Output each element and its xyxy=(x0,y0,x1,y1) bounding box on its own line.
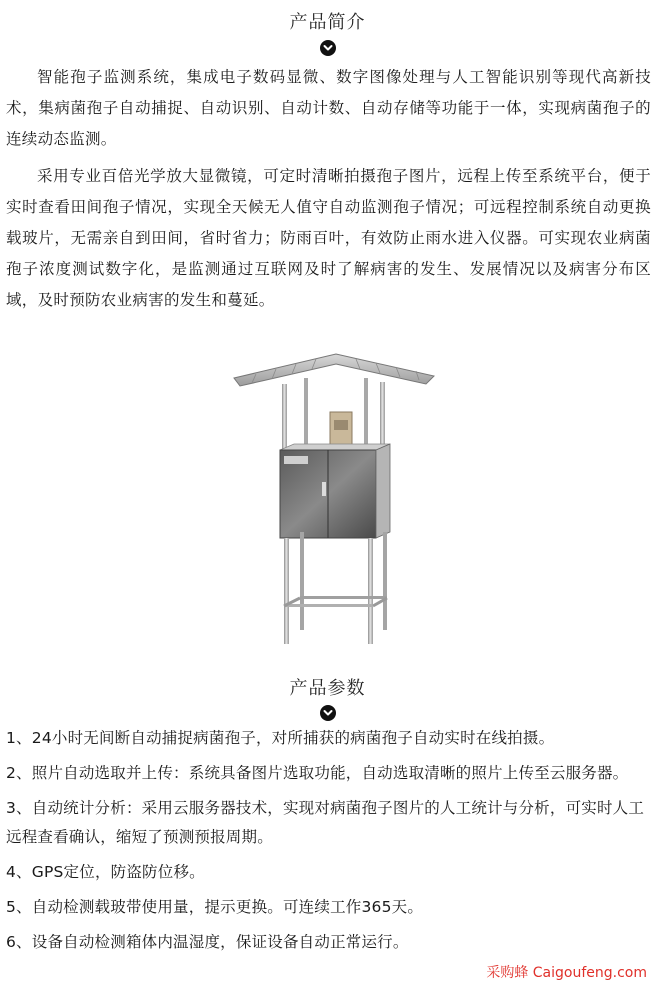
intro-text xyxy=(6,62,651,322)
list-item: 2、照片自动选取并上传：系统具备图片选取功能，自动选取清晰的照片上传至云服务器。 xyxy=(6,764,629,782)
intro-paragraph: 智能孢子监测系统，集成电子数码显微、数字图像处理与人工智能识别等现代高新技术，集病菌孢子自动捕捉、自动识别、自动计数、自动存储等功能于一体，实现病菌孢子的连续动态监测。 xyxy=(6,68,651,148)
list-item: 3、自动统计分析：采用云服务器技术，实现对病菌孢子图片的人工统计与分析，可实时人工远程查看确认，缩短了预测预报周期。 xyxy=(6,799,645,846)
list-item: 5、自动检测载玻带使用量，提示更换。可连续工作365天。 xyxy=(6,898,424,916)
params-list xyxy=(6,724,651,963)
chevron-down-icon xyxy=(320,40,336,56)
list-item: 6、设备自动检测箱体内温湿度，保证设备自动正常运行。 xyxy=(6,933,409,951)
product-image xyxy=(226,350,440,650)
chevron-down-icon xyxy=(320,705,336,721)
list-item: 4、GPS定位，防盗防位移。 xyxy=(6,863,205,881)
intro-paragraph: 采用专业百倍光学放大显微镜，可定时清晰拍摄孢子图片，远程上传至系统平台，便于实时查看田间孢子情况，实现全天候无人值守自动监测孢子情况；可远程控制系统自动更换载玻片，无需亲自到田间，省时省力；防雨百叶，有效防止雨水进入仪器。可实现农业病菌孢子浓度测试数字化，是监测通过互联网及时了解病害的发生、发展情况以及病害分布区域，及时预防农业病害的发生和蔓延。 xyxy=(6,167,651,309)
watermark: 采购蜂 Caigoufeng.com xyxy=(486,965,647,981)
list-item: 1、24小时无间断自动捕捉病菌孢子，对所捕获的病菌孢子自动实时在线拍摄。 xyxy=(6,729,555,747)
intro-section-title: 产品简介 xyxy=(289,12,366,33)
params-section-title: 产品参数 xyxy=(289,678,366,699)
